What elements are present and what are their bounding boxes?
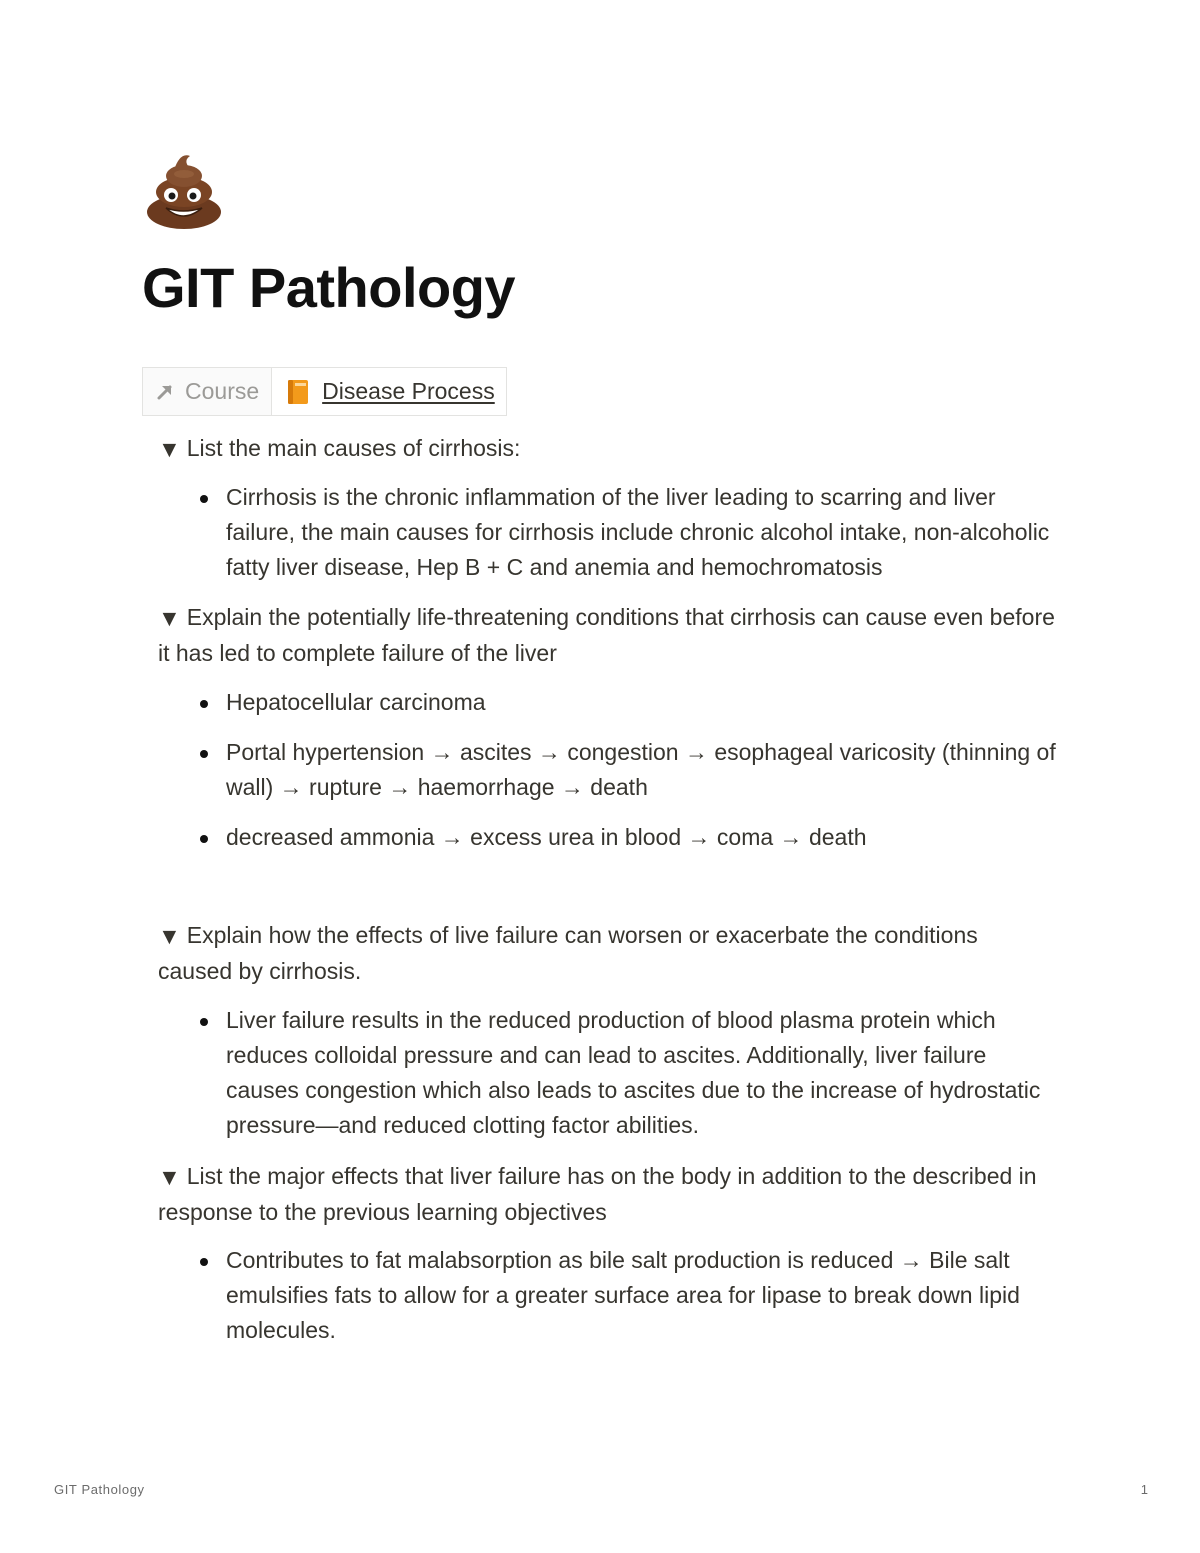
toggle-question: List the main causes of cirrhosis: xyxy=(186,435,521,461)
footer-page-number: 1 xyxy=(1140,1482,1148,1497)
toggle-block[interactable] xyxy=(158,431,1058,467)
property-name-label: Course xyxy=(185,378,260,404)
toggle-block[interactable] xyxy=(158,1159,1058,1230)
bullet-list xyxy=(226,480,1056,600)
property-value-course[interactable] xyxy=(272,368,506,415)
pile-of-poo-emoji-icon[interactable] xyxy=(144,150,228,234)
property-name-course[interactable] xyxy=(143,368,272,415)
list-item: decreased ammonia → excess urea in blood → coma → death xyxy=(226,820,1056,855)
toggle-triangle-icon[interactable]: ▼ xyxy=(158,605,181,631)
toggle-triangle-icon[interactable]: ▼ xyxy=(158,923,181,949)
disease-process-link[interactable]: Disease Process xyxy=(322,378,495,404)
toggle-triangle-icon[interactable]: ▼ xyxy=(158,436,181,462)
list-item: Portal hypertension → ascites → congestion → esophageal varicosity (thinning of wall) → rupture → haemorrhage → death xyxy=(226,735,1056,805)
toggle-block[interactable] xyxy=(158,600,1058,671)
toggle-question: Explain how the effects of live failure can worsen or exacerbate the conditions caused by cirrhosis. xyxy=(158,922,978,984)
toggle-triangle-icon[interactable]: ▼ xyxy=(158,1164,181,1190)
page-title: GIT Pathology xyxy=(142,256,516,319)
toggle-block[interactable] xyxy=(158,918,1058,989)
list-item: Cirrhosis is the chronic inflammation of the liver leading to scarring and liver failure, the main causes for cirrhosis include chronic alcohol intake, non-alcoholic fatty liver disease, Hep B + C and anemia and hemochromatosis xyxy=(226,480,1056,585)
list-item: Liver failure results in the reduced production of blood plasma protein which reduces colloidal pressure and can lead to ascites. Additionally, liver failure causes congestion which also leads to ascites due to the increase of hydrostatic pressure—and reduced clotting factor abilities. xyxy=(226,1003,1056,1143)
toggle-question: List the major effects that liver failure has on the body in addition to the described in response to the previous learning objectives xyxy=(158,1163,1037,1225)
bullet-list xyxy=(226,685,1056,870)
bullet-list xyxy=(226,1003,1056,1158)
list-item: Hepatocellular carcinoma xyxy=(226,685,1056,720)
bullet-list xyxy=(226,1243,1056,1363)
property-row xyxy=(142,367,507,416)
toggle-question: Explain the potentially life-threatening conditions that cirrhosis can cause even before it has led to complete failure of the liver xyxy=(158,604,1055,666)
orange-book-icon xyxy=(286,379,310,405)
footer-title: GIT Pathology xyxy=(54,1482,145,1497)
arrow-up-right-icon xyxy=(156,383,174,401)
list-item: Contributes to fat malabsorption as bile salt production is reduced → Bile salt emulsifies fats to allow for a greater surface area for lipase to break down lipid molecules. xyxy=(226,1243,1056,1348)
